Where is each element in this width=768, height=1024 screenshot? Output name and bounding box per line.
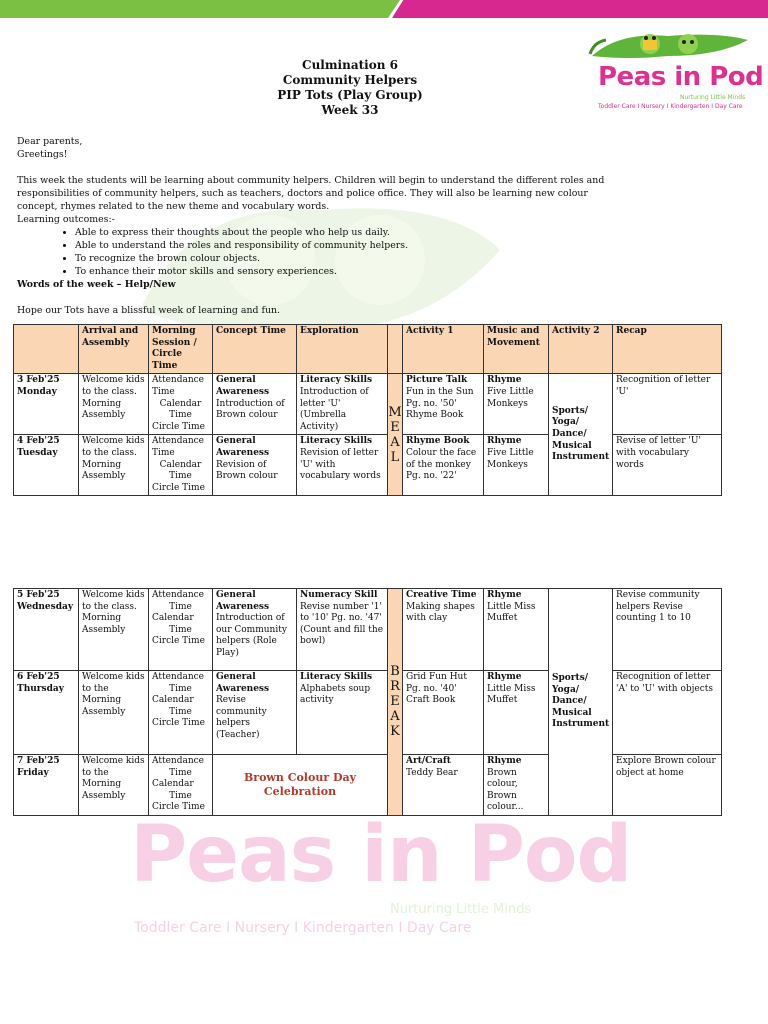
header-line-3: PIP Tots (Play Group) bbox=[277, 88, 423, 102]
peas-in-pod-logo bbox=[588, 26, 764, 110]
peas-in-pod-watermark bbox=[130, 810, 632, 950]
header-cell: Concept Time bbox=[213, 325, 297, 374]
meal-break-cell: B R E A K bbox=[388, 589, 403, 816]
music-cell: Rhyme Five Little Monkeys bbox=[484, 374, 549, 435]
header-cell: Morning Session / Circle Time bbox=[149, 325, 213, 374]
table-row bbox=[14, 589, 722, 671]
recap-cell: Recognition of letter 'U' bbox=[613, 374, 722, 435]
schedule-table-2 bbox=[13, 588, 722, 816]
recap-cell: Recognition of letter 'A' to 'U' with objects bbox=[613, 671, 722, 755]
greeting: Greetings! bbox=[17, 149, 68, 160]
header-cell: Exploration bbox=[297, 325, 388, 374]
arrival-cell: Welcome kids to the class. Morning Assembly bbox=[79, 435, 149, 496]
recap-cell: Explore Brown colour object at home bbox=[613, 755, 722, 816]
header-cell bbox=[14, 325, 79, 374]
header-cell: Arrival and Assembly bbox=[79, 325, 149, 374]
activity2-cell: Sports/ Yoga/ Dance/ Musical Instrument bbox=[549, 374, 613, 496]
activity1-cell: Picture Talk Fun in the Sun Pg. no. '50' Rhyme Book bbox=[403, 374, 484, 435]
words-of-week: Words of the week – Help/New bbox=[17, 279, 176, 290]
music-cell: Rhyme Little Miss Muffet bbox=[484, 589, 549, 671]
table-row bbox=[14, 435, 722, 496]
date-cell: 4 Feb'25 Tuesday bbox=[14, 435, 79, 496]
watermark-tagline: Nurturing Little Minds bbox=[390, 902, 532, 917]
parent-letter bbox=[17, 135, 637, 317]
date-cell: 3 Feb'25 Monday bbox=[14, 374, 79, 435]
recap-cell: Revise of letter 'U' with vocabulary words bbox=[613, 435, 722, 496]
header-cell: Recap bbox=[613, 325, 722, 374]
arrival-cell: Welcome kids to the Morning Assembly bbox=[79, 755, 149, 816]
morning-cell: Attendance Time Calendar Time Circle Time bbox=[149, 671, 213, 755]
meal-break-cell: M E A L bbox=[388, 374, 403, 496]
watermark-services: Toddler Care I Nursery I Kindergarten I Day Care bbox=[134, 920, 472, 936]
table-header-row bbox=[14, 325, 722, 374]
header-line-1: Culmination 6 bbox=[302, 58, 398, 72]
morning-cell: Attendance Time Calendar Time Circle Time bbox=[149, 435, 213, 496]
header-cell: Activity 2 bbox=[549, 325, 613, 374]
header-line-4: Week 33 bbox=[321, 103, 379, 117]
header-cell bbox=[388, 325, 403, 374]
outcome-item: • To enhance their motor skills and sensory experiences. bbox=[75, 265, 637, 278]
logo-services: Toddler Care I Nursery I Kindergarten I Day Care bbox=[598, 103, 743, 110]
table-row bbox=[14, 671, 722, 755]
watermark-wordmark: Peas in Pod bbox=[130, 810, 632, 900]
pea-pod-icon bbox=[588, 26, 758, 66]
music-cell: Rhyme Five Little Monkeys bbox=[484, 435, 549, 496]
music-cell: Rhyme Little Miss Muffet bbox=[484, 671, 549, 755]
outcome-item: • Able to express their thoughts about the people who help us daily. bbox=[75, 226, 637, 239]
date-cell: 7 Feb'25 Friday bbox=[14, 755, 79, 816]
activity1-cell: Grid Fun Hut Pg. no. '40' Craft Book bbox=[403, 671, 484, 755]
header-band-pink bbox=[392, 0, 768, 18]
schedule-table-1 bbox=[13, 324, 722, 496]
concept-cell: General Awareness Introduction of Brown colour bbox=[213, 374, 297, 435]
intro-paragraph: This week the students will be learning about community helpers. Children will begin to understand the different roles and responsibilities of community helpers, such as teachers, doctors and police office. They will also be learning new colour concept, rhymes related to the new theme and vocabulary words. bbox=[17, 175, 605, 212]
morning-cell: Attendance Time Calendar Time Circle Time bbox=[149, 374, 213, 435]
header-cell: Activity 1 bbox=[403, 325, 484, 374]
exploration-cell: Literacy Skills Introduction of letter 'U' (Umbrella Activity) bbox=[297, 374, 388, 435]
header-cell: Music and Movement bbox=[484, 325, 549, 374]
outcomes-label: Learning outcomes:- bbox=[17, 214, 115, 225]
logo-tagline: Nurturing Little Minds bbox=[680, 94, 746, 101]
concept-cell: General Awareness Revision of Brown colour bbox=[213, 435, 297, 496]
date-cell: 6 Feb'25 Thursday bbox=[14, 671, 79, 755]
morning-cell: Attendance Time Calendar Time Circle Time bbox=[149, 755, 213, 816]
exploration-cell: Numeracy Skill Revise number '1' to '10' Pg. no. '47' (Count and fill the bowl) bbox=[297, 589, 388, 671]
morning-cell: Attendance Time Calendar Time Circle Time bbox=[149, 589, 213, 671]
outcome-item: • To recognize the brown colour objects. bbox=[75, 252, 637, 265]
activity1-cell: Art/Craft Teddy Bear bbox=[403, 755, 484, 816]
closing: Hope our Tots have a blissful week of learning and fun. bbox=[17, 305, 281, 316]
outcomes-list bbox=[17, 226, 637, 278]
activity2-cell: Sports/ Yoga/ Dance/ Musical Instrument bbox=[549, 589, 613, 816]
table-row bbox=[14, 374, 722, 435]
concept-cell: General Awareness Revise community helpers (Teacher) bbox=[213, 671, 297, 755]
arrival-cell: Welcome kids to the class. Morning Assembly bbox=[79, 589, 149, 671]
music-cell: Rhyme Brown colour, Brown colour... bbox=[484, 755, 549, 816]
logo-wordmark: Peas in Pod bbox=[598, 62, 764, 92]
header-line-2: Community Helpers bbox=[282, 73, 418, 87]
activity1-cell: Rhyme Book Colour the face of the monkey Pg. no. '22' bbox=[403, 435, 484, 496]
salutation: Dear parents, bbox=[17, 136, 83, 147]
recap-cell: Revise community helpers Revise counting 1 to 10 bbox=[613, 589, 722, 671]
header-band-green bbox=[0, 0, 400, 18]
document-header bbox=[230, 58, 470, 118]
exploration-cell: Literacy Skills Revision of letter 'U' with vocabulary words bbox=[297, 435, 388, 496]
activity1-cell: Creative Time Making shapes with clay bbox=[403, 589, 484, 671]
exploration-cell: Literacy Skills Alphabets soup activity bbox=[297, 671, 388, 755]
celebration-cell: Brown Colour Day Celebration bbox=[213, 755, 388, 816]
date-cell: 5 Feb'25 Wednesday bbox=[14, 589, 79, 671]
concept-cell: General Awareness Introduction of our Community helpers (Role Play) bbox=[213, 589, 297, 671]
arrival-cell: Welcome kids to the class. Morning Assembly bbox=[79, 374, 149, 435]
table-row bbox=[14, 755, 722, 816]
outcome-item: • Able to understand the roles and responsibility of community helpers. bbox=[75, 239, 637, 252]
arrival-cell: Welcome kids to the Morning Assembly bbox=[79, 671, 149, 755]
